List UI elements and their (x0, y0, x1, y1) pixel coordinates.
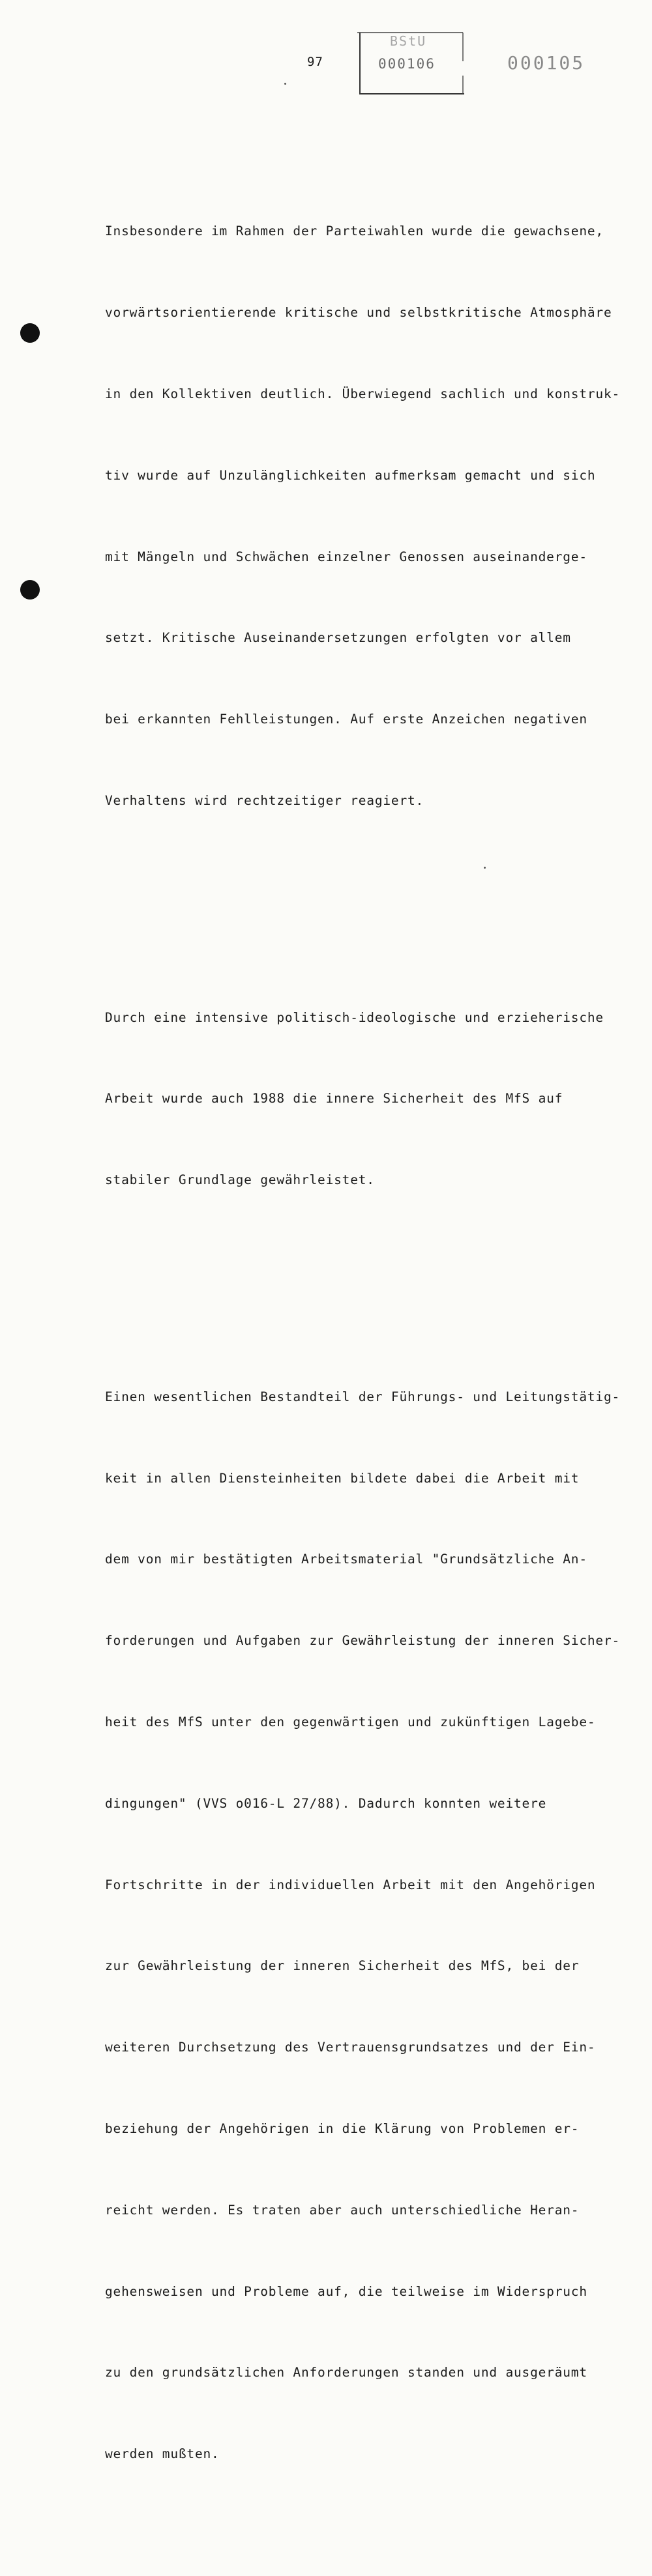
text-line: forderungen und Aufgaben zur Gewährleistung der inneren Sicher- (105, 1633, 621, 1649)
text-line: Insbesondere im Rahmen der Parteiwahlen wurde die gewachsene, (105, 224, 604, 239)
text-line: Durch eine intensive politisch-ideologische und erzieherische (105, 1009, 604, 1025)
paragraph (105, 949, 627, 1248)
text-line: zur Gewährleistung der inneren Sicherheit des MfS, bei der (105, 1958, 580, 1974)
text-line: keit in allen Diensteinheiten bildete dabei die Arbeit mit (105, 1470, 580, 1486)
text-line: tiv wurde auf Unzulänglichkeiten aufmerksam gemacht und sich (105, 467, 596, 483)
text-line: gehensweisen und Probleme auf, die teilweise im Widerspruch (105, 2283, 587, 2299)
text-line: dingungen" (VVS o016-L 27/88). Dadurch konnten weitere (105, 1795, 547, 1811)
text-line: vorwärtsorientierende kritische und selbstkritische Atmosphäre (105, 305, 612, 321)
archive-stamp (356, 30, 464, 95)
text-line: werden mußten. (105, 2446, 220, 2462)
text-line: Verhaltens wird rechtzeitiger reagiert. (105, 792, 424, 808)
paragraph (105, 164, 627, 868)
text-line: heit des MfS unter den gegenwärtigen und zukünftigen Lagebe- (105, 1715, 596, 1730)
text-line: beziehung der Angehörigen in die Klärung von Problemen er- (105, 2120, 580, 2136)
text-line: dem von mir bestätigten Arbeitsmaterial "Grundsätzliche An- (105, 1552, 587, 1567)
text-line: bei erkannten Fehlleistungen. Auf erste Anzeichen negativen (105, 712, 587, 727)
text-line: stabiler Grundlage gewährleistet. (105, 1172, 375, 1188)
text-line: Fortschritte in der individuellen Arbeit mit den Angehörigen (105, 1877, 596, 1892)
punch-hole-bottom (20, 580, 40, 600)
page-number: 97 (307, 55, 323, 69)
punch-hole-top (20, 323, 40, 343)
paragraph (105, 1329, 627, 2522)
text-line: setzt. Kritische Auseinandersetzungen erfolgten vor allem (105, 630, 571, 646)
stamp-agency-label: BStU (390, 33, 427, 49)
text-line: Arbeit wurde auch 1988 die innere Sicherheit des MfS auf (105, 1091, 563, 1107)
paper-speck (284, 83, 286, 85)
text-line: Einen wesentlichen Bestandteil der Führungs- und Leitungstätig- (105, 1389, 621, 1404)
text-line: zu den grundsätzlichen Anforderungen standen und ausgeräumt (105, 2365, 587, 2381)
stamp-number: 000106 (378, 56, 436, 72)
text-line: weiteren Durchsetzung des Vertrauensgrundsatzes und der Ein- (105, 2040, 596, 2055)
text-line: mit Mängeln und Schwächen einzelner Genossen auseinanderge- (105, 549, 587, 564)
archive-page-number: 000105 (507, 52, 585, 74)
document-body (105, 109, 627, 2576)
text-line: reicht werden. Es traten aber auch unterschiedliche Heran- (105, 2202, 580, 2218)
text-line: in den Kollektiven deutlich. Überwiegend sachlich und konstruk- (105, 386, 621, 401)
